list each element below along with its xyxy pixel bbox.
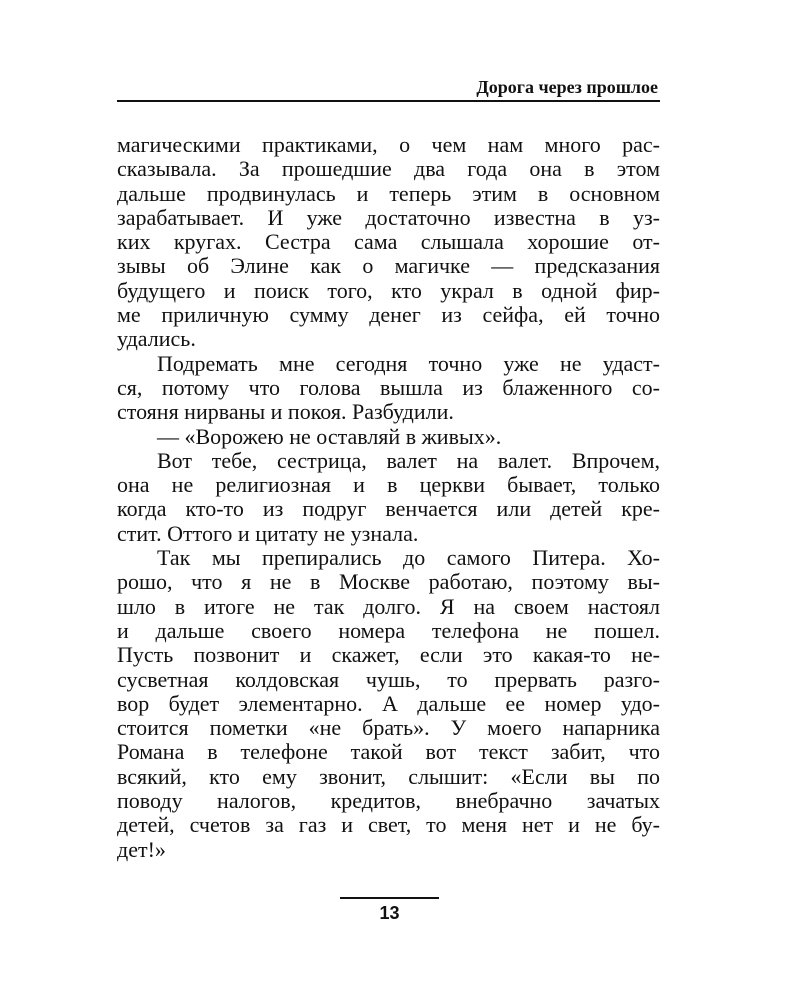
header-title: Дорога через прошлое xyxy=(476,77,658,97)
running-header xyxy=(117,76,660,102)
text-line: детей, счетов за газ и свет, то меня нет и не бу- xyxy=(117,812,660,838)
text-line: вор будет элементарно. А дальше ее номер удо- xyxy=(117,690,660,716)
text-line: стояня нирваны и покоя. Разбудили. xyxy=(117,399,454,425)
text-line: сусветная колдовская чушь, то прервать разго- xyxy=(117,666,660,692)
text-line: Вот тебе, сестрица, валет на валет. Впрочем, xyxy=(157,447,660,473)
text-line: дальше продвинулась и теперь этим в основном xyxy=(117,180,660,206)
text-line: рошо, что я не в Москве работаю, поэтому вы- xyxy=(117,569,660,595)
text-line: шло в итоге не так долго. Я на своем настоял xyxy=(117,593,660,619)
text-line: зарабатывает. И уже достаточно известна в уз- xyxy=(117,204,660,230)
text-line: когда кто-то из подруг венчается или детей кре- xyxy=(117,496,660,522)
text-line: стит. Оттого и цитату не узнала. xyxy=(117,520,419,546)
text-line: сказывала. За прошедшие два года она в этом xyxy=(117,156,660,182)
text-line: удались. xyxy=(117,326,196,352)
body-text xyxy=(117,133,660,862)
text-line: Подремать мне сегодня точно уже не удаст- xyxy=(157,350,660,376)
text-line: магическими практиками, о чем нам много рас- xyxy=(117,132,660,157)
text-line: дет!» xyxy=(117,836,166,862)
text-line: — «Ворожею не оставляй в живых». xyxy=(157,423,502,449)
page-number: 13 xyxy=(379,903,400,923)
text-line: она не религиозная и в церкви бывает, только xyxy=(117,472,660,498)
text-line: ся, потому что голова вышла из блаженного со- xyxy=(117,374,660,400)
text-line: поводу налогов, кредитов, внебрачно зачатых xyxy=(117,788,660,814)
text-line: всякий, кто ему звонит, слышит: «Если вы по xyxy=(117,763,660,789)
footer-rule xyxy=(340,897,439,899)
text-line: стоится пометки «не брать». У моего напарника xyxy=(117,715,660,741)
header-rule xyxy=(117,100,660,102)
text-line: Пусть позвонит и скажет, если это какая-то не- xyxy=(117,642,660,668)
text-line: зывы об Элине как о магичке — предсказания xyxy=(117,253,660,279)
text-line: будущего и поиск того, кто украл в одной фир- xyxy=(117,277,660,303)
text-line: и дальше своего номера телефона не пошел. xyxy=(117,617,660,643)
text-line: Романа в телефоне такой вот текст забит, что xyxy=(117,739,660,765)
text-line: ких кругах. Сестра сама слышала хорошие от- xyxy=(117,229,660,255)
text-line: ме приличную сумму денег из сейфа, ей точно xyxy=(117,302,660,328)
text-line: Так мы препирались до самого Питера. Хо- xyxy=(157,545,660,571)
